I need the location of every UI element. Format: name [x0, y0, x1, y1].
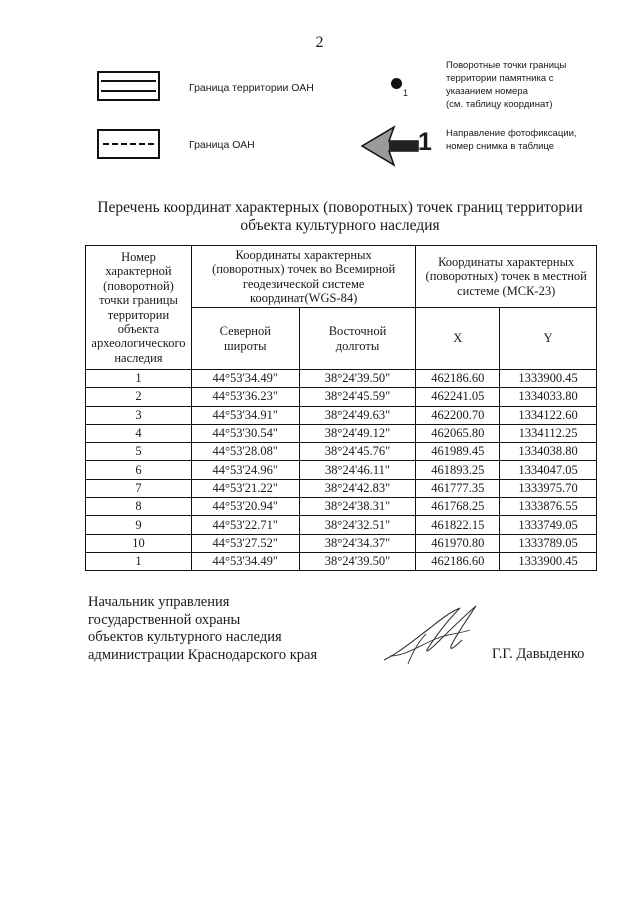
x-cell: 462186.60: [416, 370, 500, 388]
coordinates-table: [85, 245, 597, 571]
table-row: [86, 461, 597, 479]
turning-points-note: [446, 59, 566, 111]
wgs84-header: Координаты характерных (поворотных) точек во Всемирной геодезической системе координат(WGS-84): [191, 246, 415, 308]
y-cell: 1333876.55: [500, 498, 597, 516]
x-cell: 461893.25: [416, 461, 500, 479]
title-line: Перечень координат характерных (поворотных) точек границ территории: [97, 199, 583, 216]
latitude-header: Северной широты: [191, 308, 299, 370]
table-row: [86, 406, 597, 424]
latitude-cell: 44°53'21.22": [191, 479, 299, 497]
x-cell: 461989.45: [416, 443, 500, 461]
table-row: [86, 479, 597, 497]
table-row: [86, 534, 597, 552]
turning-point-number: 1: [403, 88, 409, 98]
longitude-cell: 38°24'39.50": [299, 370, 416, 388]
latitude-cell: 44°53'22.71": [191, 516, 299, 534]
longitude-cell: 38°24'49.63": [299, 406, 416, 424]
table-row: [86, 424, 597, 442]
longitude-cell: 38°24'49.12": [299, 424, 416, 442]
oan-border-label: Граница ОАН: [189, 139, 255, 151]
x-cell: 462186.60: [416, 552, 500, 570]
latitude-cell: 44°53'36.23": [191, 388, 299, 406]
y-cell: 1334038.80: [500, 443, 597, 461]
x-cell: 462241.05: [416, 388, 500, 406]
point-number-cell: 8: [86, 498, 192, 516]
point-number-cell: 10: [86, 534, 192, 552]
document-title: [60, 199, 620, 235]
x-cell: 462065.80: [416, 424, 500, 442]
latitude-cell: 44°53'20.94": [191, 498, 299, 516]
y-cell: 1333789.05: [500, 534, 597, 552]
y-cell: 1334033.80: [500, 388, 597, 406]
photo-direction-arrow-icon: [360, 124, 420, 168]
point-number-header: Номер характерной (поворотной) точки границы территории объекта археологического наследия: [86, 246, 192, 370]
signatory-line: государственной охраны: [88, 611, 241, 628]
photo-direction-line: Направление фотофиксации,: [446, 128, 577, 139]
latitude-cell: 44°53'34.49": [191, 370, 299, 388]
signatory-line: Начальник управления: [88, 594, 230, 610]
longitude-cell: 38°24'32.51": [299, 516, 416, 534]
point-number-cell: 3: [86, 406, 192, 424]
y-cell: 1333900.45: [500, 552, 597, 570]
longitude-cell: 38°24'45.59": [299, 388, 416, 406]
longitude-cell: 38°24'46.11": [299, 461, 416, 479]
latitude-cell: 44°53'34.49": [191, 552, 299, 570]
latitude-cell: 44°53'28.08": [191, 443, 299, 461]
y-cell: 1334047.05: [500, 461, 597, 479]
oan-border-symbol: [97, 129, 160, 159]
photo-direction-note: [446, 127, 577, 153]
longitude-cell: 38°24'39.50": [299, 552, 416, 570]
x-cell: 461768.25: [416, 498, 500, 516]
y-cell: 1334122.60: [500, 406, 597, 424]
turning-point-icon: [391, 78, 402, 89]
y-header: Y: [500, 308, 597, 370]
turning-points-line: (см. таблицу координат): [446, 99, 553, 110]
table-row: [86, 498, 597, 516]
table-row: [86, 516, 597, 534]
title-line: объекта культурного наследия: [240, 217, 440, 234]
y-cell: 1333900.45: [500, 370, 597, 388]
latitude-cell: 44°53'30.54": [191, 424, 299, 442]
photo-direction-line: номер снимка в таблице: [446, 141, 555, 152]
turning-points-line: Поворотные точки границы: [446, 60, 567, 71]
x-header: X: [416, 308, 500, 370]
point-number-cell: 5: [86, 443, 192, 461]
table-row: [86, 552, 597, 570]
y-cell: 1333749.05: [500, 516, 597, 534]
territory-border-symbol: [97, 71, 160, 101]
turning-points-line: указанием номера: [446, 86, 528, 97]
msk23-header: Координаты характерных (поворотных) точек в местной системе (МСК-23): [416, 246, 597, 308]
x-cell: 462200.70: [416, 406, 500, 424]
x-cell: 461970.80: [416, 534, 500, 552]
point-number-cell: 2: [86, 388, 192, 406]
longitude-cell: 38°24'45.76": [299, 443, 416, 461]
signatory-line: объектов культурного наследия: [88, 629, 282, 645]
x-cell: 461822.15: [416, 516, 500, 534]
photo-number: 1: [418, 128, 432, 156]
table-row: [86, 370, 597, 388]
point-number-cell: 1: [86, 552, 192, 570]
table-row: [86, 443, 597, 461]
signatory-title: [88, 594, 317, 664]
point-number-cell: 6: [86, 461, 192, 479]
longitude-cell: 38°24'38.31": [299, 498, 416, 516]
longitude-cell: 38°24'42.83": [299, 479, 416, 497]
y-cell: 1333975.70: [500, 479, 597, 497]
signatory-line: администрации Краснодарского края: [88, 646, 318, 663]
point-number-cell: 9: [86, 516, 192, 534]
turning-points-line: территории памятника с: [446, 73, 554, 84]
table-row: [86, 388, 597, 406]
y-cell: 1334112.25: [500, 424, 597, 442]
latitude-cell: 44°53'34.91": [191, 406, 299, 424]
point-number-cell: 7: [86, 479, 192, 497]
longitude-cell: 38°24'34.37": [299, 534, 416, 552]
latitude-cell: 44°53'24.96": [191, 461, 299, 479]
x-cell: 461777.35: [416, 479, 500, 497]
handwritten-signature: [378, 598, 488, 670]
latitude-cell: 44°53'27.52": [191, 534, 299, 552]
point-number-cell: 1: [86, 370, 192, 388]
point-number-cell: 4: [86, 424, 192, 442]
longitude-header: Восточной долготы: [299, 308, 416, 370]
territory-border-label: Граница территории ОАН: [189, 82, 314, 94]
page-number: 2: [315, 34, 324, 51]
signatory-name: Г.Г. Давыденко: [492, 646, 585, 662]
